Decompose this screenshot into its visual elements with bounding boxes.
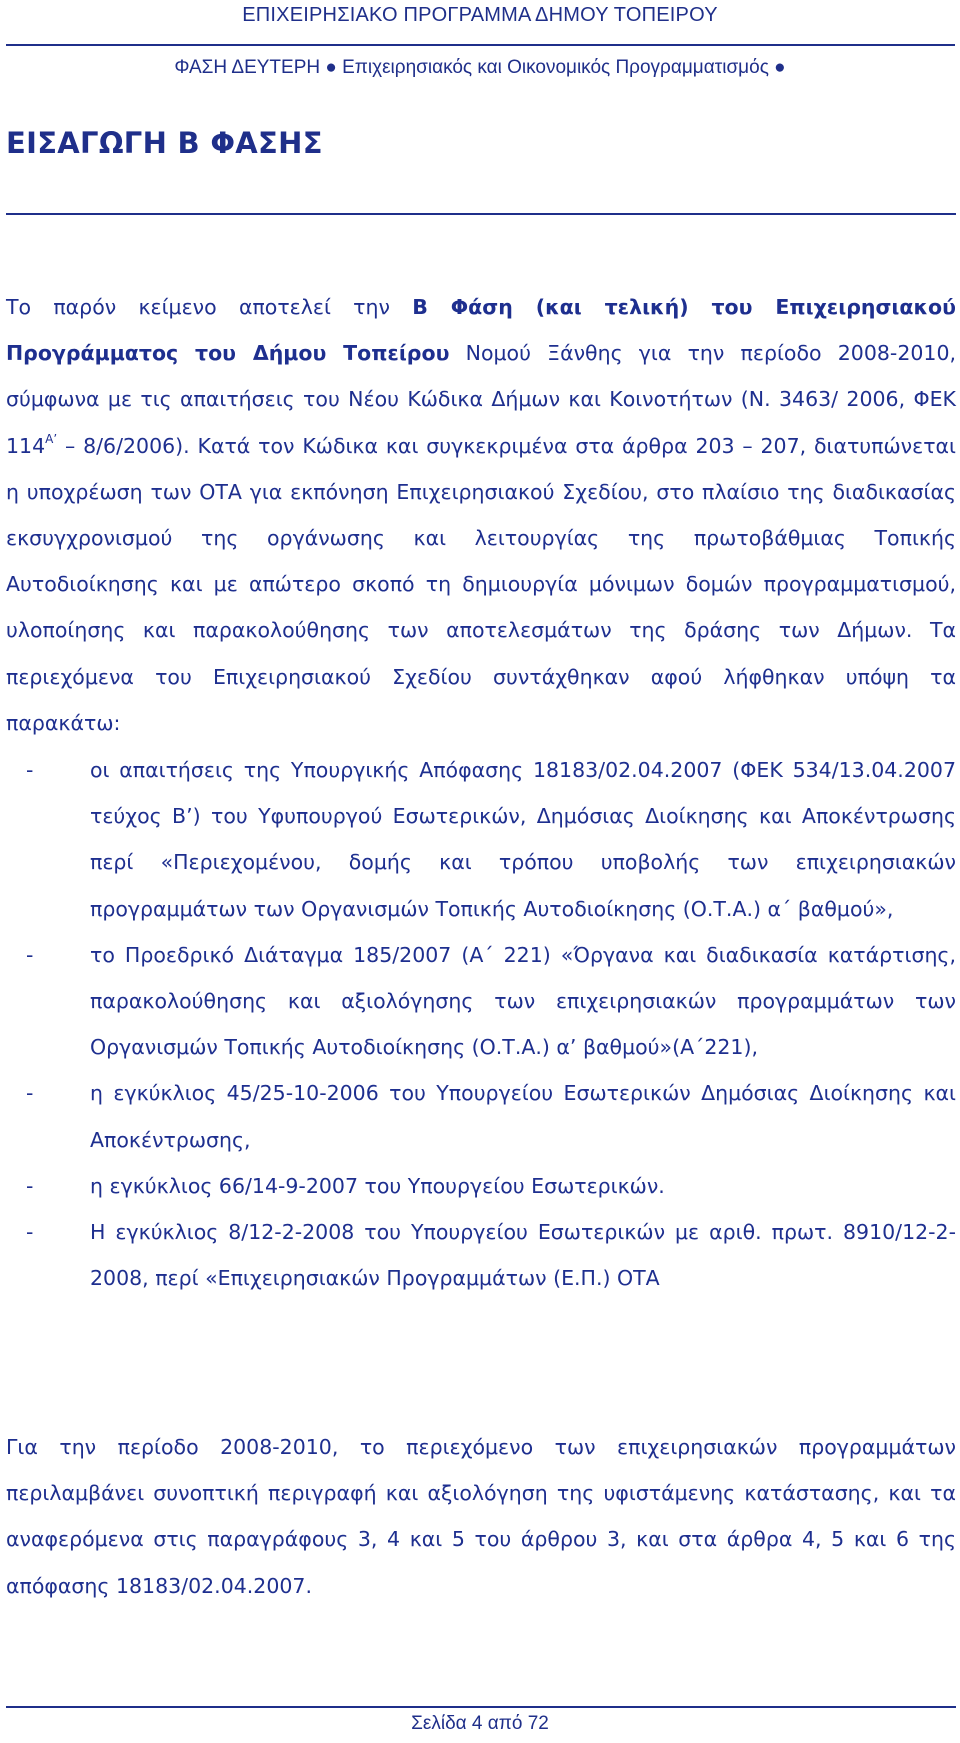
header-phase-line: ΦΑΣΗ ΔΕΥΤΕΡΗ ● Επιχειρησιακός και Οικονομικός Προγραμματισμός ● xyxy=(174,57,786,78)
intro-superscript: Α’ xyxy=(45,431,58,446)
list-item-text: το Προεδρικό Διάταγμα 185/2007 (Α΄ 221) «Όργανα και διαδικασία κατάρτισης, παρακολούθησης και αξιολόγησης των επιχειρησιακών προγραμμάτων των Οργανισμών Τοπικής Αυτοδιοίκησης (Ο.Τ.Α.) α’ βαθμού»(Α΄221), xyxy=(90,942,956,1060)
footer-rule xyxy=(6,1706,956,1708)
list-item xyxy=(6,1209,956,1301)
list-item xyxy=(6,1070,956,1162)
list-item xyxy=(6,932,956,1071)
title-rule xyxy=(6,213,956,215)
header-program-title: ΕΠΙΧΕΙΡΗΣΙΑΚΟ ΠΡΟΓΡΑΜΜΑ ΔΗΜΟΥ ΤΟΠΕΙΡΟΥ xyxy=(242,4,718,26)
intro-text-2: Νομού Ξάνθης για την περίοδο 2008-2010, σύμφωνα με τις απαιτήσεις του Νέου Κώδικα Δήμων και Κοινοτήτων (Ν. 3463/ 2006, ΦΕΚ 114 xyxy=(6,341,957,458)
intro-bold-text: Β Φάση (και τελική) του Επιχειρησιακού Προγράμματος του Δήμου Τοπείρου xyxy=(6,295,956,366)
closing-paragraph: Για την περίοδο 2008-2010, το περιεχόμενο των επιχειρησιακών προγραμμάτων περιλαμβάνει συνοπτική περιγραφή και αξιολόγηση της υφιστάμενης κατάστασης, και τα αναφερόμενα στις παραγράφους 3, 4 και 5 του άρθρου 3, και στα άρθρα 4, 5 και 6 της απόφασης 18183/02.04.2007. xyxy=(6,1435,956,1598)
list-item-text: Η εγκύκλιος 8/12-2-2008 του Υπουργείου Εσωτερικών με αριθ. πρωτ. 8910/12-2-2008, περί «Επιχειρησιακών Προγραμμάτων (Ε.Π.) ΟΤΑ xyxy=(90,1220,956,1291)
intro-paragraph xyxy=(6,284,956,746)
list-dash: - xyxy=(26,1220,34,1245)
section-title: ΕΙΣΑΓΩΓΗ Β ΦΑΣΗΣ xyxy=(6,126,323,160)
list-item-text: η εγκύκλιος 45/25-10-2006 του Υπουργείου Εσωτερικών Δημόσιας Διοίκησης και Αποκέντρωσης, xyxy=(90,1081,956,1152)
list-item-text: οι απαιτήσεις της Υπουργικής Απόφασης 18183/02.04.2007 (ΦΕΚ 534/13.04.2007 τεύχος Β’) του Υφυπουργού Εσωτερικών, Δημόσιας Διοίκησης και Αποκέντρωσης περί «Περιεχομένου, δομής και τρόπου υποβολής των επιχειρησιακών προγραμμάτων των Οργανισμών Τοπικής Αυτοδιοίκησης (Ο.Τ.Α.) α΄ βαθμού», xyxy=(90,758,956,921)
list-dash: - xyxy=(26,942,34,967)
list-dash: - xyxy=(26,1173,34,1198)
list-item xyxy=(6,1163,956,1209)
list-dash: - xyxy=(26,1081,34,1106)
list-dash: - xyxy=(26,758,34,782)
list-item xyxy=(6,747,956,932)
intro-text-3: – 8/6/2006). Κατά τον Κώδικα και συγκεκριμένα στα άρθρα 203 – 207, διατυπώνεται η υποχρέωση των ΟΤΑ για εκπόνηση Επιχειρησιακού Σχεδίου, στο πλαίσιο της διαδικασίας εκσυγχρονισμού της οργάνωσης και λειτουργίας της πρωτοβάθμιας Τοπικής Αυτοδιοίκησης και με απώτερο σκοπό τη δημιουργία μόνιμων δομών προγραμματισμού, υλοποίησης και παρακολούθησης των αποτελεσμάτων της δράσης των Δήμων. Τα περιεχόμενα του Επιχειρησιακού Σχεδίου συντάχθηκαν αφού λήφθηκαν υπόψη τα παρακάτω: xyxy=(6,433,956,735)
header-rule xyxy=(6,44,955,46)
page-number: Σελίδα 4 από 72 xyxy=(411,1713,549,1734)
list-item-text: η εγκύκλιος 66/14-9-2007 του Υπουργείου Εσωτερικών. xyxy=(90,1173,665,1198)
intro-text-1: Το παρόν κείμενο αποτελεί την xyxy=(6,295,413,319)
requirements-list xyxy=(6,747,956,1301)
